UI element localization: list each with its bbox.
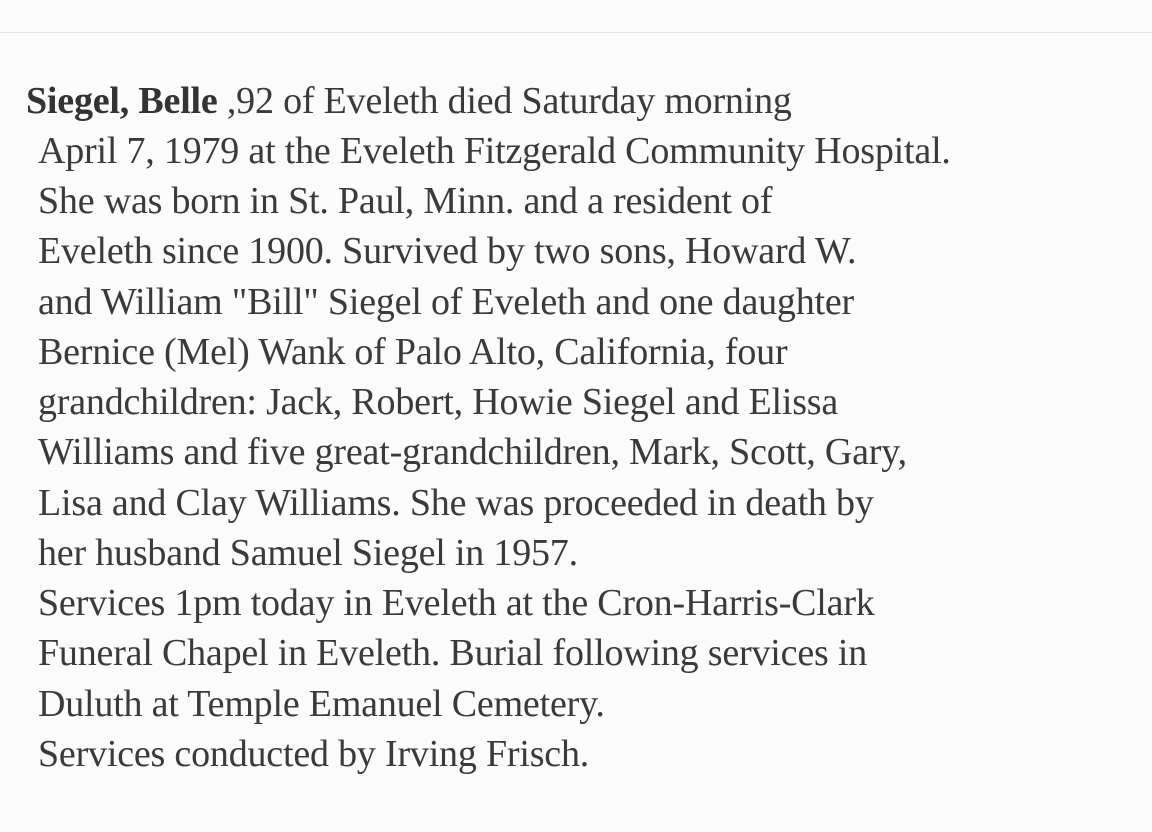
- obituary-line-9: Lisa and Clay Williams. She was proceeded in death by: [38, 482, 874, 524]
- obituary-line-10: her husband Samuel Siegel in 1957.: [38, 532, 578, 574]
- obituary-line-1: [26, 76, 792, 126]
- deceased-name: Siegel, Belle: [26, 80, 218, 122]
- obituary-line-8: Williams and five great-grandchildren, Mark, Scott, Gary,: [38, 431, 907, 473]
- obituary-line-11: Services 1pm today in Eveleth at the Cron-Harris-Clark: [38, 582, 875, 624]
- obituary-line-4: Eveleth since 1900. Survived by two sons, Howard W.: [38, 230, 857, 272]
- obituary-line-2: April 7, 1979 at the Eveleth Fitzgerald Community Hospital.: [38, 130, 951, 172]
- obituary-lead-text: ,92 of Eveleth died Saturday morning: [217, 80, 792, 122]
- obituary-line-5: and William "Bill" Siegel of Eveleth and one daughter: [38, 281, 854, 323]
- obituary-line-13: Duluth at Temple Emanuel Cemetery.: [38, 683, 605, 725]
- obituary-line-14: Services conducted by Irving Frisch.: [38, 733, 590, 775]
- obituary-line-6: Bernice (Mel) Wank of Palo Alto, California, four: [38, 331, 788, 373]
- obituary-line-12: Funeral Chapel in Eveleth. Burial following services in: [38, 632, 868, 674]
- obituary-line-7: grandchildren: Jack, Robert, Howie Siegel and Elissa: [38, 381, 839, 423]
- obituary-line-3: She was born in St. Paul, Minn. and a resident of: [38, 180, 773, 222]
